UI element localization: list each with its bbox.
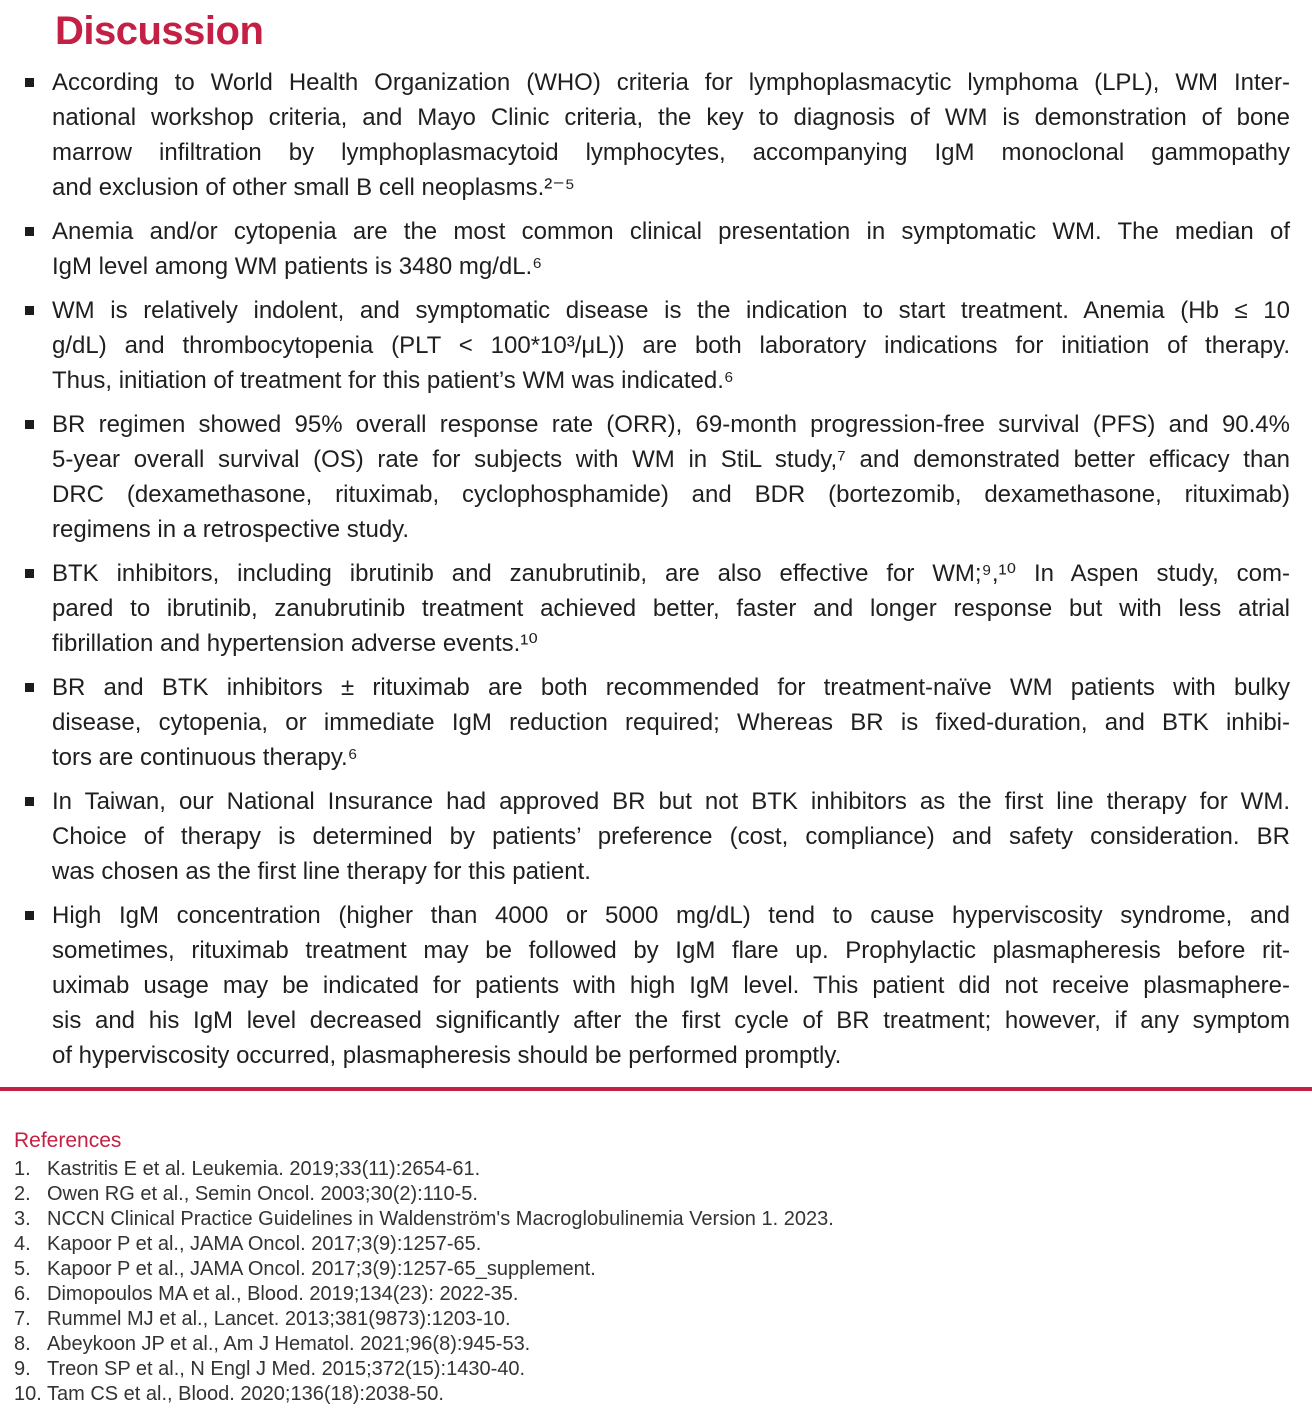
- bullet-item: [0, 65, 1312, 205]
- bullet-line: Thus, initiation of treatment for this patient’s WM was indicated.⁶: [52, 367, 734, 394]
- reference-number: 2.: [14, 1183, 31, 1205]
- bullet-line: was chosen as the first line therapy for this patient.: [52, 858, 591, 885]
- reference-item: [14, 1332, 1312, 1357]
- reference-item: [14, 1257, 1312, 1282]
- bullet-line: and exclusion of other small B cell neoplasms.²⁻⁵: [52, 174, 575, 201]
- reference-text: Kapoor P et al., JAMA Oncol. 2017;3(9):1257-65.: [47, 1233, 482, 1255]
- bullet-text: [52, 407, 1290, 547]
- reference-item: [14, 1232, 1312, 1257]
- references-list: [14, 1157, 1312, 1407]
- reference-item: [14, 1282, 1312, 1307]
- section-divider-line: [0, 1087, 1312, 1091]
- references-title: References: [14, 1129, 122, 1152]
- reference-number: 8.: [14, 1333, 31, 1355]
- bullet-text: [52, 214, 1290, 284]
- bullet-square-icon: [25, 420, 34, 429]
- page-title: Discussion: [55, 9, 264, 53]
- reference-text: Abeykoon JP et al., Am J Hematol. 2021;96(8):945-53.: [47, 1333, 531, 1355]
- reference-text: Owen RG et al., Semin Oncol. 2003;30(2):110-5.: [47, 1183, 478, 1205]
- reference-text: Kapoor P et al., JAMA Oncol. 2017;3(9):1257-65_supplement.: [47, 1258, 596, 1280]
- bullet-line: pared to ibrutinib, zanubrutinib treatment achieved better, faster and longer response but with less atrial: [52, 595, 1290, 622]
- bullet-line: national workshop criteria, and Mayo Clinic criteria, the key to diagnosis of WM is demonstration of bone: [52, 104, 1290, 131]
- bullet-square-icon: [25, 78, 34, 87]
- reference-item: [14, 1382, 1312, 1407]
- bullet-line: According to World Health Organization (WHO) criteria for lymphoplasmacytic lymphoma (LPL), WM Inter-: [52, 69, 1290, 96]
- reference-number: 4.: [14, 1233, 31, 1255]
- reference-number: 5.: [14, 1258, 31, 1280]
- bullet-line: g/dL) and thrombocytopenia (PLT < 100*10³/μL)) are both laboratory indications for initiation of therapy.: [52, 332, 1290, 359]
- bullet-item: [0, 556, 1312, 661]
- bullet-square-icon: [25, 569, 34, 578]
- bullet-line: uximab usage may be indicated for patients with high IgM level. This patient did not receive plasmaphere-: [52, 972, 1290, 999]
- reference-text: Tam CS et al., Blood. 2020;136(18):2038-50.: [47, 1383, 444, 1405]
- bullet-line: In Taiwan, our National Insurance had approved BR but not BTK inhibitors as the first line therapy for WM.: [52, 788, 1290, 815]
- bullet-line: BTK inhibitors, including ibrutinib and zanubrutinib, are also effective for WM;⁹,¹⁰ In Aspen study, com-: [52, 560, 1290, 587]
- bullet-text: [52, 670, 1290, 775]
- reference-number: 6.: [14, 1283, 31, 1305]
- bullet-text: [52, 65, 1290, 205]
- reference-text: Dimopoulos MA et al., Blood. 2019;134(23): 2022-35.: [47, 1283, 519, 1305]
- bullet-text: [52, 556, 1290, 661]
- bullet-text: [52, 898, 1290, 1073]
- bullet-item: [0, 407, 1312, 547]
- discussion-bullet-list: [0, 65, 1312, 1073]
- bullet-line: disease, cytopenia, or immediate IgM reduction required; Whereas BR is fixed-duration, and BTK inhibi-: [52, 709, 1290, 736]
- bullet-text: [52, 784, 1290, 889]
- reference-number: 7.: [14, 1308, 31, 1330]
- bullet-item: [0, 670, 1312, 775]
- bullet-line: tors are continuous therapy.⁶: [52, 744, 358, 771]
- bullet-square-icon: [25, 227, 34, 236]
- bullet-line: Anemia and/or cytopenia are the most common clinical presentation in symptomatic WM. The median of: [52, 218, 1290, 245]
- bullet-item: [0, 214, 1312, 284]
- reference-number: 1.: [14, 1158, 31, 1180]
- reference-number: 3.: [14, 1208, 31, 1230]
- bullet-square-icon: [25, 911, 34, 920]
- bullet-square-icon: [25, 797, 34, 806]
- bullet-line: High IgM concentration (higher than 4000 or 5000 mg/dL) tend to cause hyperviscosity syndrome, and: [52, 902, 1290, 929]
- reference-item: [14, 1182, 1312, 1207]
- bullet-item: [0, 293, 1312, 398]
- reference-number: 9.: [14, 1358, 31, 1380]
- bullet-text: [52, 293, 1290, 398]
- bullet-item: [0, 898, 1312, 1073]
- reference-item: [14, 1307, 1312, 1332]
- reference-item: [14, 1157, 1312, 1182]
- bullet-line: sis and his IgM level decreased significantly after the first cycle of BR treatment; however, if any symptom: [52, 1007, 1290, 1034]
- bullet-line: 5-year overall survival (OS) rate for subjects with WM in StiL study,⁷ and demonstrated better efficacy than: [52, 446, 1290, 473]
- reference-number: 10.: [14, 1383, 42, 1405]
- reference-text: NCCN Clinical Practice Guidelines in Waldenström's Macroglobulinemia Version 1. 2023.: [47, 1208, 834, 1230]
- reference-text: Rummel MJ et al., Lancet. 2013;381(9873):1203-10.: [47, 1308, 511, 1330]
- bullet-line: fibrillation and hypertension adverse events.¹⁰: [52, 630, 538, 657]
- references-section: [0, 1128, 1312, 1407]
- bullet-line: IgM level among WM patients is 3480 mg/dL.⁶: [52, 253, 543, 280]
- bullet-line: of hyperviscosity occurred, plasmapheresis should be performed promptly.: [52, 1042, 842, 1069]
- bullet-line: BR and BTK inhibitors ± rituximab are both recommended for treatment-naïve WM patients with bulky: [52, 674, 1290, 701]
- reference-item: [14, 1207, 1312, 1232]
- bullet-line: sometimes, rituximab treatment may be followed by IgM flare up. Prophylactic plasmapheresis before rit-: [52, 937, 1290, 964]
- bullet-square-icon: [25, 306, 34, 315]
- bullet-line: marrow infiltration by lymphoplasmacytoid lymphocytes, accompanying IgM monoclonal gammopathy: [52, 139, 1290, 166]
- bullet-item: [0, 784, 1312, 889]
- bullet-line: WM is relatively indolent, and symptomatic disease is the indication to start treatment. Anemia (Hb ≤ 10: [52, 297, 1290, 324]
- bullet-line: DRC (dexamethasone, rituximab, cyclophosphamide) and BDR (bortezomib, dexamethasone, rituximab): [52, 481, 1290, 508]
- reference-text: Treon SP et al., N Engl J Med. 2015;372(15):1430-40.: [47, 1358, 526, 1380]
- bullet-square-icon: [25, 683, 34, 692]
- bullet-line: BR regimen showed 95% overall response rate (ORR), 69-month progression-free survival (PFS) and 90.4%: [52, 411, 1290, 438]
- bullet-line: Choice of therapy is determined by patients’ preference (cost, compliance) and safety consideration. BR: [52, 823, 1290, 850]
- bullet-line: regimens in a retrospective study.: [52, 516, 410, 543]
- reference-text: Kastritis E et al. Leukemia. 2019;33(11):2654-61.: [47, 1158, 481, 1180]
- reference-item: [14, 1357, 1312, 1382]
